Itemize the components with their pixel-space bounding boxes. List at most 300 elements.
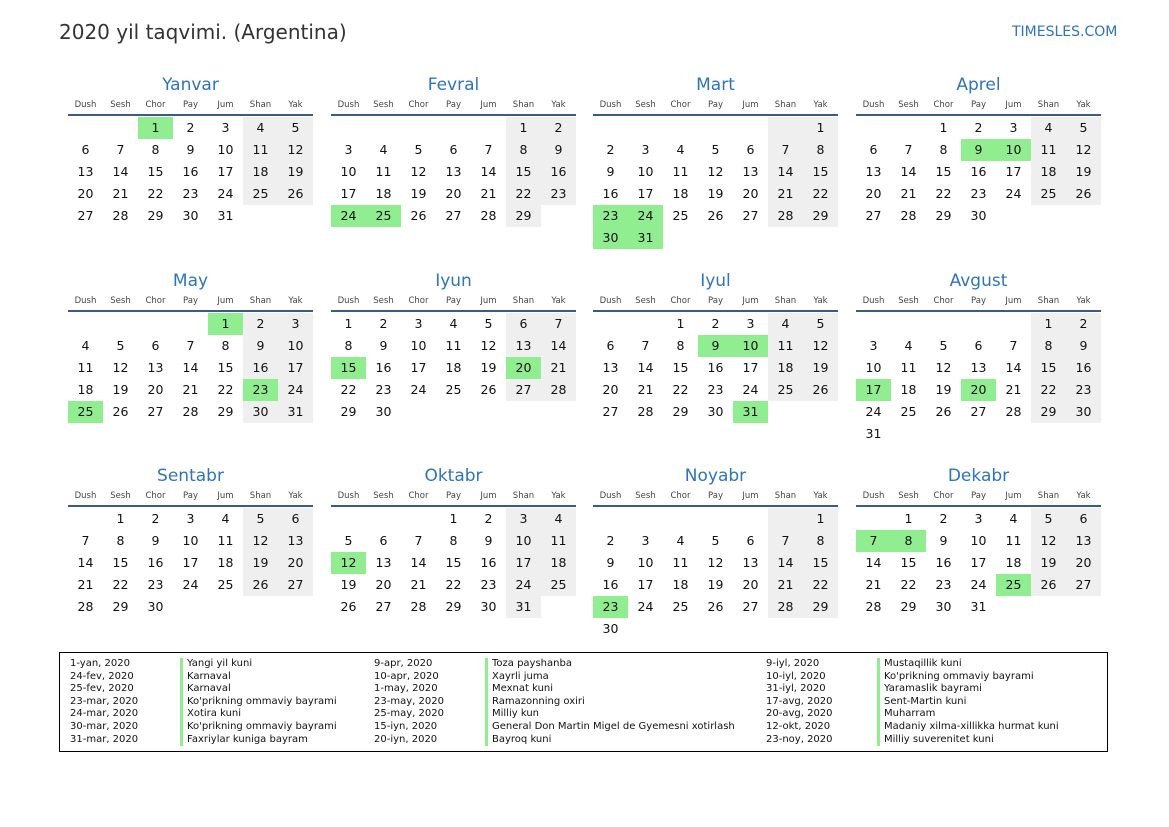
day-cell: 28 [865,599,882,614]
day-cell: 28 [900,208,917,223]
day-cell: 11 [672,164,689,179]
legend-date: 17-avg, 2020 [766,695,833,707]
empty-cell [628,508,663,530]
day-cell: 30 [707,404,724,419]
empty-cell [926,313,961,335]
weekday-label: Pay [183,100,198,110]
day-cell: 4 [221,511,230,526]
day-cell: 2 [1066,313,1101,335]
day-cell: 5 [711,533,720,548]
day-cell: 6 [1066,508,1101,530]
legend-date: 9-iyl, 2020 [766,658,820,669]
legend-holiday-name: Milliy kun [485,708,735,721]
day-cell: 11 [900,360,917,375]
page-title: 2020 yil taqvimi. (Argentina) [59,20,347,44]
day-cell: 21 [768,574,803,596]
day-cell: 28 [768,205,803,227]
day-cell: 5 [116,338,125,353]
day-cell: 10 [865,360,882,375]
day-cell: 8 [116,533,125,548]
weekday-label: Pay [708,491,723,501]
day-cell: 11 [445,338,462,353]
empty-cell [698,117,733,139]
day-cell: 31 [970,599,987,614]
day-cell: 17 [410,360,427,375]
day-cell: 19 [278,161,313,183]
day-cell: 4 [904,338,913,353]
day-cell: 16 [243,357,278,379]
day-cell: 1 [506,117,541,139]
day-cell: 2 [606,533,615,548]
weekday-label: Chor [670,296,691,306]
month-name: Aprel [956,75,1001,95]
day-cell: 7 [904,142,913,157]
holiday-day: 9 [698,335,733,357]
weekday-label: Dush [862,296,885,306]
day-cell: 20 [742,186,759,201]
day-grid [68,117,313,227]
empty-cell [593,313,628,335]
day-cell: 21 [541,357,576,379]
day-cell: 14 [410,555,427,570]
day-cell: 21 [410,577,427,592]
weekday-header [856,98,1101,116]
month-iyun [331,270,576,423]
day-cell: 21 [112,186,129,201]
day-cell: 13 [742,164,759,179]
holiday-day: 23 [593,596,628,618]
day-cell: 17 [278,357,313,379]
empty-cell [663,508,698,530]
day-cell: 26 [1066,183,1101,205]
day-cell: 21 [480,186,497,201]
legend-holiday-name: Bayroq kuni [485,734,735,747]
weekday-label: Jum [480,296,497,306]
legend-date: 1-yan, 2020 [70,658,130,669]
day-cell: 18 [1031,161,1066,183]
day-cell: 9 [939,533,948,548]
weekday-label: Shan [249,100,272,110]
legend-date: 23-mar, 2020 [70,695,139,707]
day-cell: 11 [541,530,576,552]
day-cell: 2 [151,511,160,526]
day-cell: 8 [803,139,838,161]
day-cell: 6 [151,338,160,353]
weekday-label: Yak [813,296,828,306]
legend-date-column [70,658,138,746]
weekday-label: Jum [217,100,234,110]
holiday-day: 17 [856,379,891,401]
day-cell: 10 [637,555,654,570]
day-cell: 28 [768,596,803,618]
day-grid [856,117,1101,227]
day-cell: 5 [1031,508,1066,530]
weekday-label: Pay [971,100,986,110]
day-cell: 18 [445,360,462,375]
day-cell: 10 [506,530,541,552]
day-grid [856,313,1101,445]
day-cell: 29 [900,599,917,614]
day-cell: 17 [217,164,234,179]
day-cell: 3 [344,142,353,157]
day-cell: 27 [147,404,164,419]
day-cell: 3 [186,511,195,526]
weekday-label: Yak [288,100,303,110]
weekday-header [68,294,313,312]
day-cell: 7 [186,338,195,353]
day-cell: 4 [1009,511,1018,526]
day-cell: 1 [1031,313,1066,335]
weekday-label: Sesh [898,100,919,110]
weekday-label: Yak [288,491,303,501]
day-cell: 12 [480,338,497,353]
day-cell: 8 [1031,335,1066,357]
day-cell: 6 [974,338,983,353]
day-cell: 16 [602,186,619,201]
day-cell: 1 [939,120,948,135]
day-cell: 15 [445,555,462,570]
legend-holiday-name: Ko'prikning ommaviy bayrami [180,696,337,709]
weekday-header [68,489,313,507]
day-cell: 18 [672,577,689,592]
day-cell: 2 [484,511,493,526]
month-avgust [856,270,1101,445]
day-cell: 28 [77,599,94,614]
day-cell: 19 [410,186,427,201]
day-cell: 5 [1066,117,1101,139]
weekday-label: Dush [599,491,622,501]
weekday-label: Shan [1037,296,1060,306]
month-mart [593,74,838,249]
day-cell: 1 [803,117,838,139]
legend-date: 24-fev, 2020 [70,670,134,682]
holiday-day: 1 [208,313,243,335]
legend-holiday-name: Ko'prikning ommaviy bayrami [877,671,1059,684]
day-cell: 10 [637,164,654,179]
day-cell: 7 [641,338,650,353]
weekday-label: Pay [971,491,986,501]
day-cell: 24 [1005,186,1022,201]
weekday-label: Yak [551,491,566,501]
day-grid [68,313,313,423]
day-cell: 29 [506,205,541,227]
legend-holiday-name: Yaramaslik bayrami [877,683,1059,696]
day-cell: 18 [217,555,234,570]
day-cell: 21 [768,183,803,205]
day-cell: 12 [278,139,313,161]
weekday-label: Jum [742,100,759,110]
holiday-day: 12 [331,552,366,574]
day-cell: 20 [147,382,164,397]
day-grid [331,508,576,618]
day-cell: 11 [77,360,94,375]
day-cell: 20 [742,577,759,592]
legend-date: 31-mar, 2020 [70,733,139,745]
month-name: Dekabr [947,466,1010,486]
day-cell: 22 [340,382,357,397]
day-cell: 29 [217,404,234,419]
weekday-label: Dush [337,100,360,110]
day-cell: 17 [506,552,541,574]
day-cell: 1 [904,511,913,526]
weekday-label: Shan [512,491,535,501]
day-cell: 26 [1031,574,1066,596]
day-cell: 23 [970,186,987,201]
day-cell: 11 [243,139,278,161]
weekday-label: Dush [599,296,622,306]
day-cell: 28 [637,404,654,419]
day-cell: 5 [803,313,838,335]
weekday-label: Sesh [635,491,656,501]
holiday-legend [59,652,1108,752]
day-cell: 9 [606,164,615,179]
day-cell: 15 [112,555,129,570]
day-cell: 8 [803,530,838,552]
legend-date: 23-may, 2020 [374,695,444,707]
site-link[interactable]: TIMESLES.COM [1012,24,1118,40]
weekday-label: Jum [480,491,497,501]
day-cell: 27 [77,208,94,223]
day-cell: 28 [182,404,199,419]
month-name: Iyun [435,271,472,291]
legend-date: 25-fev, 2020 [70,683,134,695]
day-cell: 2 [186,120,195,135]
day-cell: 28 [112,208,129,223]
day-cell: 2 [974,120,983,135]
day-cell: 24 [865,404,882,419]
empty-cell [68,117,103,139]
month-name: Oktabr [424,466,483,486]
weekday-header [68,98,313,116]
month-dekabr [856,465,1101,618]
day-cell: 27 [742,208,759,223]
day-cell: 23 [147,577,164,592]
holiday-day: 23 [593,205,628,227]
weekday-label: Sesh [373,296,394,306]
empty-cell [331,117,366,139]
day-cell: 13 [742,555,759,570]
day-cell: 18 [672,186,689,201]
day-cell: 24 [410,382,427,397]
day-cell: 29 [1031,401,1066,423]
day-cell: 30 [1066,401,1101,423]
weekday-header [593,98,838,116]
day-cell: 17 [1005,164,1022,179]
day-cell: 20 [375,577,392,592]
day-cell: 24 [182,577,199,592]
day-cell: 15 [803,552,838,574]
weekday-label: Shan [1037,100,1060,110]
month-may [68,270,313,423]
day-cell: 5 [243,508,278,530]
legend-date-column [766,658,833,746]
day-grid [593,508,838,640]
day-grid [593,313,838,423]
empty-cell [628,313,663,335]
weekday-label: Pay [446,491,461,501]
day-cell: 22 [1031,379,1066,401]
weekday-label: Dush [862,491,885,501]
holiday-day: 10 [996,139,1031,161]
day-cell: 27 [506,379,541,401]
legend-date: 31-iyl, 2020 [766,683,826,695]
weekday-label: Chor [408,296,429,306]
empty-cell [856,313,891,335]
day-cell: 27 [278,574,313,596]
day-cell: 7 [484,142,493,157]
day-cell: 13 [970,360,987,375]
day-cell: 16 [147,555,164,570]
day-cell: 2 [379,316,388,331]
day-cell: 13 [278,530,313,552]
day-cell: 3 [1009,120,1018,135]
day-cell: 20 [602,382,619,397]
day-cell: 14 [112,164,129,179]
day-cell: 6 [606,338,615,353]
weekday-label: Dush [599,100,622,110]
day-cell: 11 [1005,533,1022,548]
legend-holiday-name: Madaniy xilma-xillikka hurmat kuni [877,721,1059,734]
empty-cell [103,117,138,139]
day-grid [593,117,838,249]
day-cell: 8 [151,142,160,157]
day-cell: 25 [445,382,462,397]
day-cell: 22 [217,382,234,397]
day-cell: 4 [81,338,90,353]
day-cell: 22 [803,183,838,205]
weekday-label: Chor [145,296,166,306]
day-cell: 7 [81,533,90,548]
weekday-label: Shan [512,100,535,110]
day-cell: 4 [676,533,685,548]
empty-cell [856,508,891,530]
day-cell: 24 [278,379,313,401]
day-cell: 8 [506,139,541,161]
day-cell: 27 [865,208,882,223]
day-cell: 21 [77,577,94,592]
day-cell: 1 [449,511,458,526]
day-cell: 3 [746,316,755,331]
day-cell: 31 [506,596,541,618]
day-cell: 23 [1066,379,1101,401]
day-cell: 14 [480,164,497,179]
weekday-label: Pay [183,296,198,306]
legend-name-column [877,658,1059,746]
weekday-label: Yak [551,100,566,110]
day-cell: 6 [506,313,541,335]
day-cell: 15 [803,161,838,183]
day-cell: 19 [803,357,838,379]
day-cell: 10 [410,338,427,353]
empty-cell [401,117,436,139]
day-cell: 18 [375,186,392,201]
day-cell: 29 [445,599,462,614]
day-cell: 30 [935,599,952,614]
month-name: Fevral [427,75,480,95]
empty-cell [733,117,768,139]
day-cell: 29 [803,596,838,618]
day-grid [856,508,1101,618]
holiday-day: 20 [961,379,996,401]
month-oktabr [331,465,576,618]
day-cell: 15 [935,164,952,179]
day-cell: 12 [1031,530,1066,552]
empty-cell [996,313,1031,335]
legend-holiday-name: Toza payshanba [485,658,735,671]
empty-cell [856,117,891,139]
weekday-label: Sesh [373,100,394,110]
legend-date: 30-mar, 2020 [70,720,139,732]
empty-cell [436,117,471,139]
day-cell: 22 [935,186,952,201]
day-cell: 24 [637,599,654,614]
day-cell: 6 [449,142,458,157]
day-cell: 3 [641,142,650,157]
month-name: Yanvar [162,75,219,95]
weekday-label: Sesh [110,296,131,306]
weekday-label: Dush [337,296,360,306]
day-cell: 11 [672,555,689,570]
weekday-label: Shan [1037,491,1060,501]
weekday-label: Chor [933,296,954,306]
day-cell: 12 [935,360,952,375]
legend-date: 9-apr, 2020 [374,658,433,669]
weekday-label: Yak [551,296,566,306]
weekday-header [856,489,1101,507]
day-cell: 12 [410,164,427,179]
day-cell: 7 [414,533,423,548]
day-cell: 20 [1066,552,1101,574]
empty-cell [103,313,138,335]
day-cell: 4 [379,142,388,157]
day-cell: 7 [1009,338,1018,353]
legend-date: 1-may, 2020 [374,683,438,695]
day-cell: 23 [707,382,724,397]
day-cell: 16 [541,161,576,183]
day-cell: 13 [1066,530,1101,552]
weekday-header [593,294,838,312]
day-cell: 30 [182,208,199,223]
weekday-label: Shan [774,296,797,306]
day-cell: 3 [414,316,423,331]
day-cell: 3 [506,508,541,530]
weekday-label: Dush [337,491,360,501]
legend-holiday-name: Karnaval [180,683,337,696]
day-cell: 22 [445,577,462,592]
day-cell: 26 [278,183,313,205]
holiday-day: 7 [856,530,891,552]
day-cell: 1 [116,511,125,526]
day-cell: 13 [77,164,94,179]
day-cell: 18 [1005,555,1022,570]
holiday-day: 30 [593,227,628,249]
day-cell: 21 [182,382,199,397]
day-cell: 26 [340,599,357,614]
day-cell: 13 [602,360,619,375]
weekday-label: Chor [145,491,166,501]
month-name: May [172,271,209,291]
day-cell: 3 [278,313,313,335]
weekday-label: Chor [670,100,691,110]
legend-date: 23-noy, 2020 [766,733,833,745]
day-cell: 14 [865,555,882,570]
day-cell: 20 [77,186,94,201]
legend-holiday-name: Xayrli juma [485,671,735,684]
weekday-label: Jum [1005,296,1022,306]
legend-date: 10-iyl, 2020 [766,670,826,682]
day-cell: 25 [217,577,234,592]
weekday-label: Sesh [898,296,919,306]
